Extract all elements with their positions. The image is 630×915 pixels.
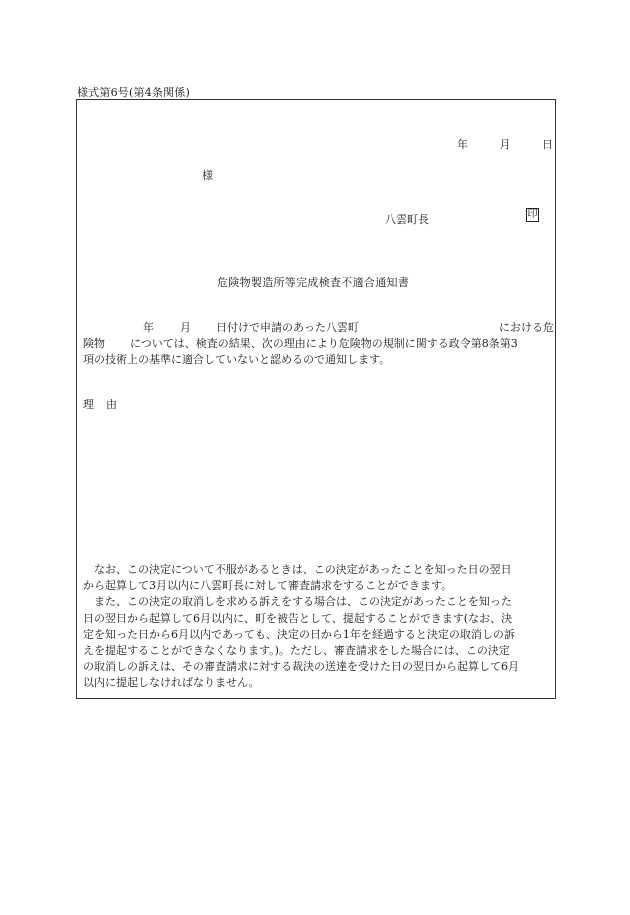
body-month-label: 月 — [180, 321, 191, 334]
body-paragraph — [83, 320, 554, 368]
date-line — [457, 136, 553, 152]
notice-line: 以内に提起しなければなりません。 — [83, 676, 260, 690]
date-month-label: 月 — [499, 138, 511, 151]
notice-line: 日の翌日から起算して6月以内に、町を被告として、提起することができます(なお、決 — [83, 611, 513, 625]
body-line-1 — [83, 320, 554, 336]
body-line-2-head: 険物 — [83, 337, 105, 350]
notice-line: なお、この決定について不服があるときは、この決定があったことを知った日の翌日 — [83, 563, 512, 576]
body-line-2-text: については、検査の結果、次の理由により危険物の規制に関する政令第8条第3 — [130, 337, 518, 350]
seal-mark: 印 — [527, 209, 538, 220]
body-location-tail: における危 — [499, 321, 554, 334]
notice-line: えを提起することができなくなります。)。ただし、審査請求をした場合には、この決定 — [83, 643, 510, 657]
body-year-label: 年 — [143, 321, 154, 334]
recipient-honorific: 様 — [202, 169, 213, 182]
issuer-name: 八雲町長 — [385, 213, 429, 226]
reason-label-b: 由 — [106, 398, 117, 411]
body-line-2 — [83, 336, 551, 352]
date-day-label: 日 — [542, 138, 553, 151]
document-title: 危険物製造所等完成検査不適合通知書 — [217, 276, 410, 289]
notice-line: の取消しの訴えは、その審査請求に対する裁決の送達を受けた日の翌日から起算して6月 — [83, 660, 519, 674]
notice-form-frame — [76, 99, 556, 699]
reason-label-a: 理 — [83, 398, 94, 411]
appeal-notice — [83, 562, 551, 692]
date-year-label: 年 — [457, 138, 468, 151]
notice-line: また、この決定の取消しを求める訴えをする場合は、この決定があったことを知った — [83, 595, 512, 609]
body-date-text: 日付けで申請のあった八雲町 — [216, 321, 359, 334]
body-line-3: 項の技術上の基準に適合していないと認めるので通知します。 — [83, 353, 391, 366]
form-number: 様式第6号(第4条関係) — [77, 86, 190, 99]
notice-line: 定を知った日から6月以内であっても、決定の日から1年を経過すると決定の取消しの訴 — [83, 627, 515, 641]
reason-label — [83, 396, 117, 412]
notice-line: から起算して3月以内に八雲町長に対して審査請求をすることができます。 — [83, 579, 453, 593]
